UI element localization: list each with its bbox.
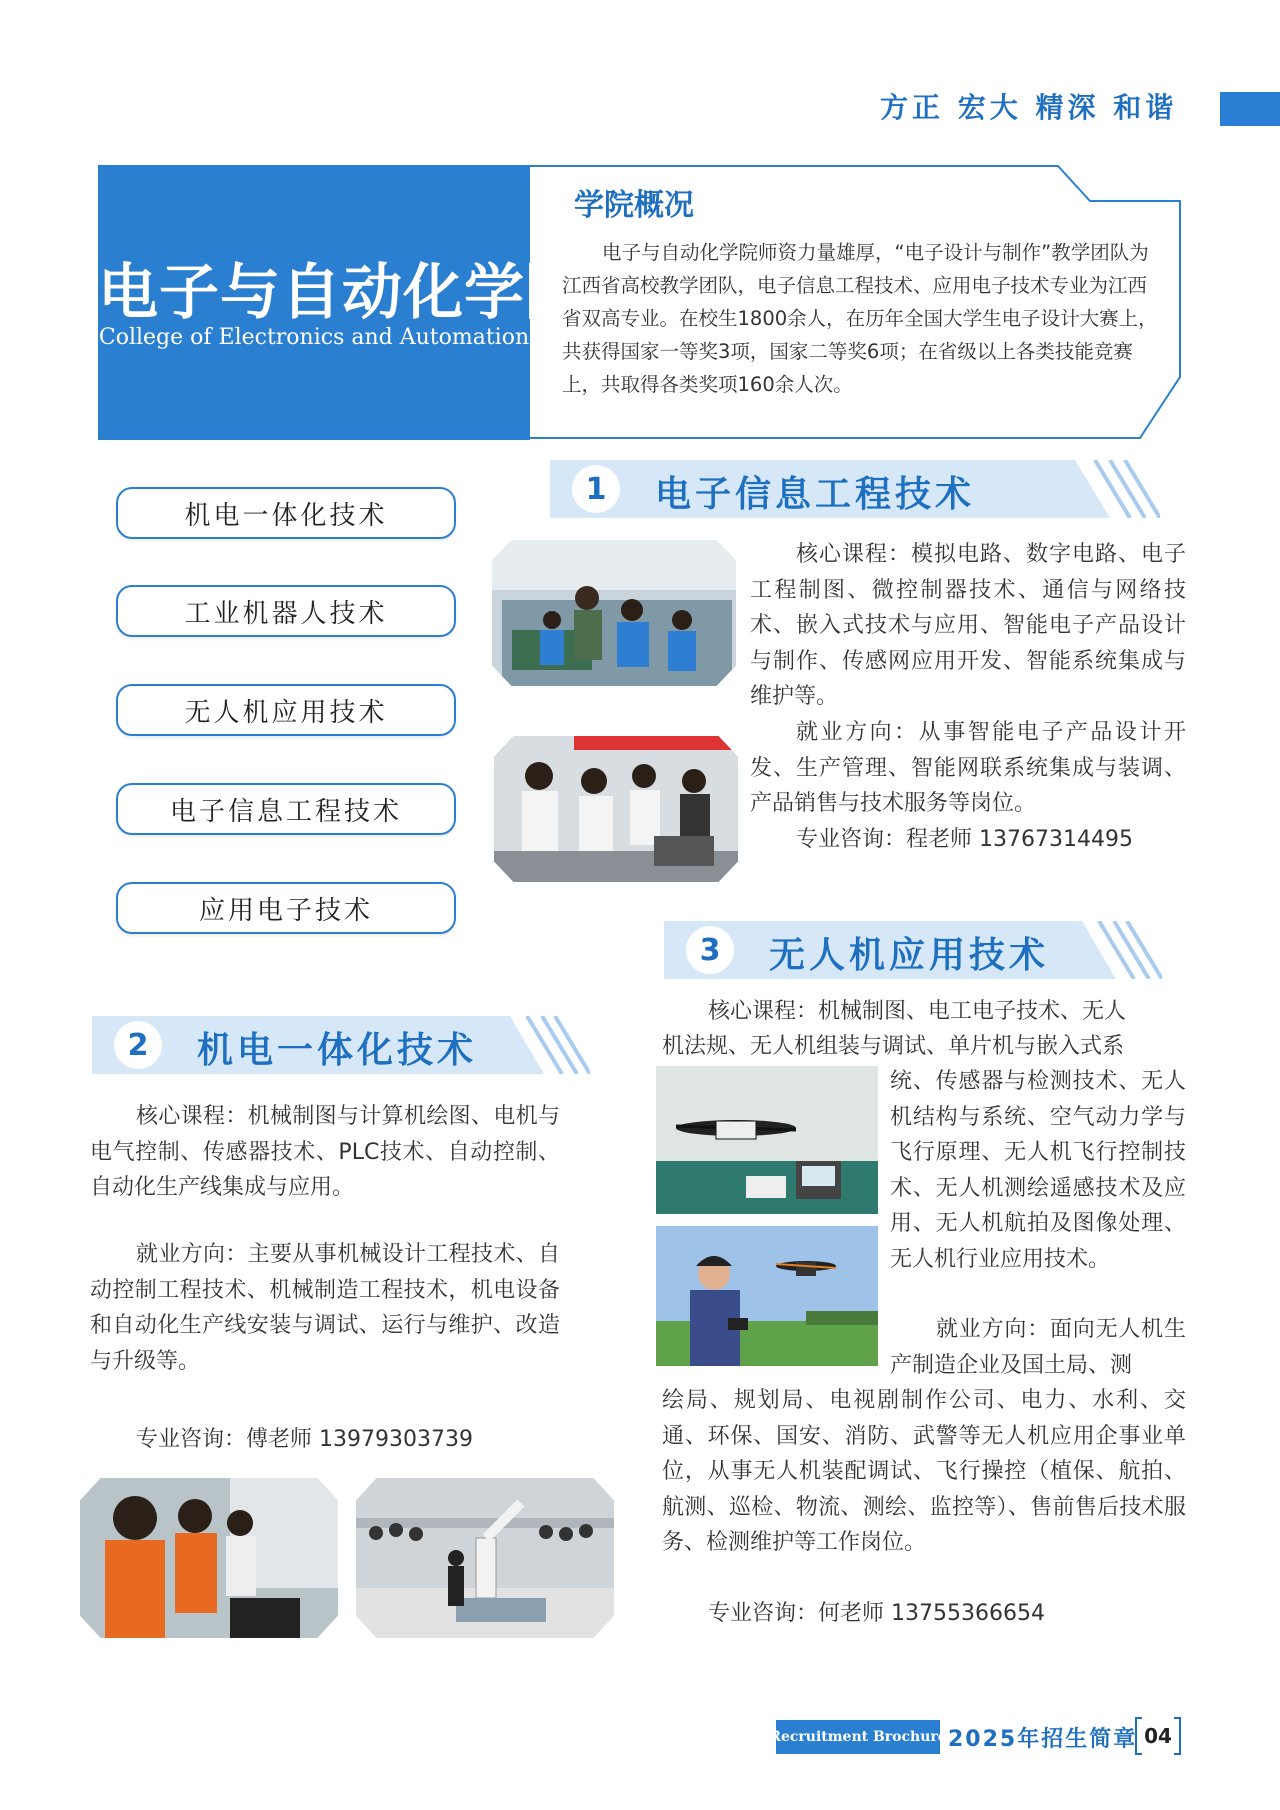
section-3-courses-wrap: 统、传感器与检测技术、无人机结构与系统、空气动力学与飞行原理、无人机飞行控制技术、无人机测绘遥感技术及应用、无人机航拍及图像处理、无人机行业应用技术。 (890, 1069, 1186, 1272)
section-2-courses: 核心课程：机械制图与计算机绘图、电机与电气控制、传感器技术、PLC技术、自动控制、自动化生产线集成与应用。 (90, 1104, 560, 1200)
section-1-courses: 核心课程：模拟电路、数字电路、电子工程制图、微控制器技术、通信与网络技术、嵌入式技术与应用、智能电子产品设计与制作、传感网应用开发、智能系统集成与维护等。 (750, 542, 1186, 709)
section-2-number: 2 (114, 1021, 162, 1069)
section-2-title: 机电一体化技术 (197, 1030, 478, 1071)
major-pill-applied-electronics[interactable]: 应用电子技术 (116, 882, 456, 934)
robot-arm-demo-photo (356, 1478, 614, 1638)
classroom-photo (492, 540, 736, 686)
section-2-careers: 就业方向：主要从事机械设计工程技术、自动控制工程技术、机械制造工程技术，机电设备和自动化生产线安装与调试、运行与维护、改造与升级等。 (90, 1242, 560, 1374)
footer-brochure-label: Recruitment Brochure (776, 1720, 940, 1754)
section-3-title: 无人机应用技术 (769, 935, 1050, 976)
overview-text: 电子与自动化学院师资力量雄厚，“电子设计与制作”教学团队为江西省高校教学团队，电子信息工程技术、应用电子技术专业为江西省双高专业。在校生1800余人，在历年全国大学生电子设计大赛上，共获得国家一等奖3项，国家二等奖6项；在省级以上各类技能竞赛上，共取得各类奖项160余人次。 (562, 241, 1158, 396)
drone-pilot-photo (656, 1226, 878, 1366)
students-lab-photo (494, 736, 738, 882)
school-motto: 方正 宏大 精深 和谐 (880, 91, 1178, 124)
header-accent-bar (1220, 92, 1280, 126)
section-3-contact: 专业咨询：何老师 13755366654 (708, 1601, 1045, 1626)
section-1-banner (550, 460, 1160, 518)
major-pill-drone[interactable]: 无人机应用技术 (116, 684, 456, 736)
college-subtitle: College of Electronics and Automation (98, 325, 530, 350)
section-1-contact: 专业咨询：程老师 13767314495 (796, 827, 1133, 852)
page-number: 04 (1144, 1724, 1172, 1748)
section-3-courses-line-1: 核心课程：机械制图、电工电子技术、无人 (708, 999, 1127, 1024)
major-pill-industrial-robot[interactable]: 工业机器人技术 (116, 585, 456, 637)
major-pill-mechatronics[interactable]: 机电一体化技术 (116, 487, 456, 539)
section-3-careers: 绘局、规划局、电视剧制作公司、电力、水利、交通、环保、国安、消防、武警等无人机应用企事业单位，从事无人机装配调试、飞行操控（植保、航拍、航测、巡检、物流、测绘、监控等）、售前售后技术服务、检测维护等工作岗位。 (662, 1388, 1186, 1555)
section-2-contact: 专业咨询：傅老师 13979303739 (136, 1427, 473, 1452)
section-3-careers-wrap: 就业方向：面向无人机生产制造企业及国土局、测 (890, 1317, 1186, 1378)
section-3-banner (664, 921, 1162, 979)
mechatronics-training-photo (80, 1478, 338, 1638)
footer-brochure-title: 2025年招生简章 (948, 1726, 1138, 1752)
major-pill-electronic-info[interactable]: 电子信息工程技术 (116, 783, 456, 835)
section-1-number: 1 (572, 465, 620, 513)
section-3-courses-line-2: 机法规、无人机组装与调试、单片机与嵌入式系 (662, 1034, 1125, 1059)
section-3-number: 3 (686, 926, 734, 974)
section-1-title: 电子信息工程技术 (655, 474, 976, 515)
section-1-careers: 就业方向：从事智能电子产品设计开发、生产管理、智能网联系统集成与装调、产品销售与技术服务等岗位。 (750, 720, 1186, 816)
drone-workshop-photo (656, 1066, 878, 1214)
section-2-banner (92, 1016, 590, 1074)
overview-title: 学院概况 (574, 188, 694, 223)
college-title: 电子与自动化学院 (98, 258, 586, 328)
